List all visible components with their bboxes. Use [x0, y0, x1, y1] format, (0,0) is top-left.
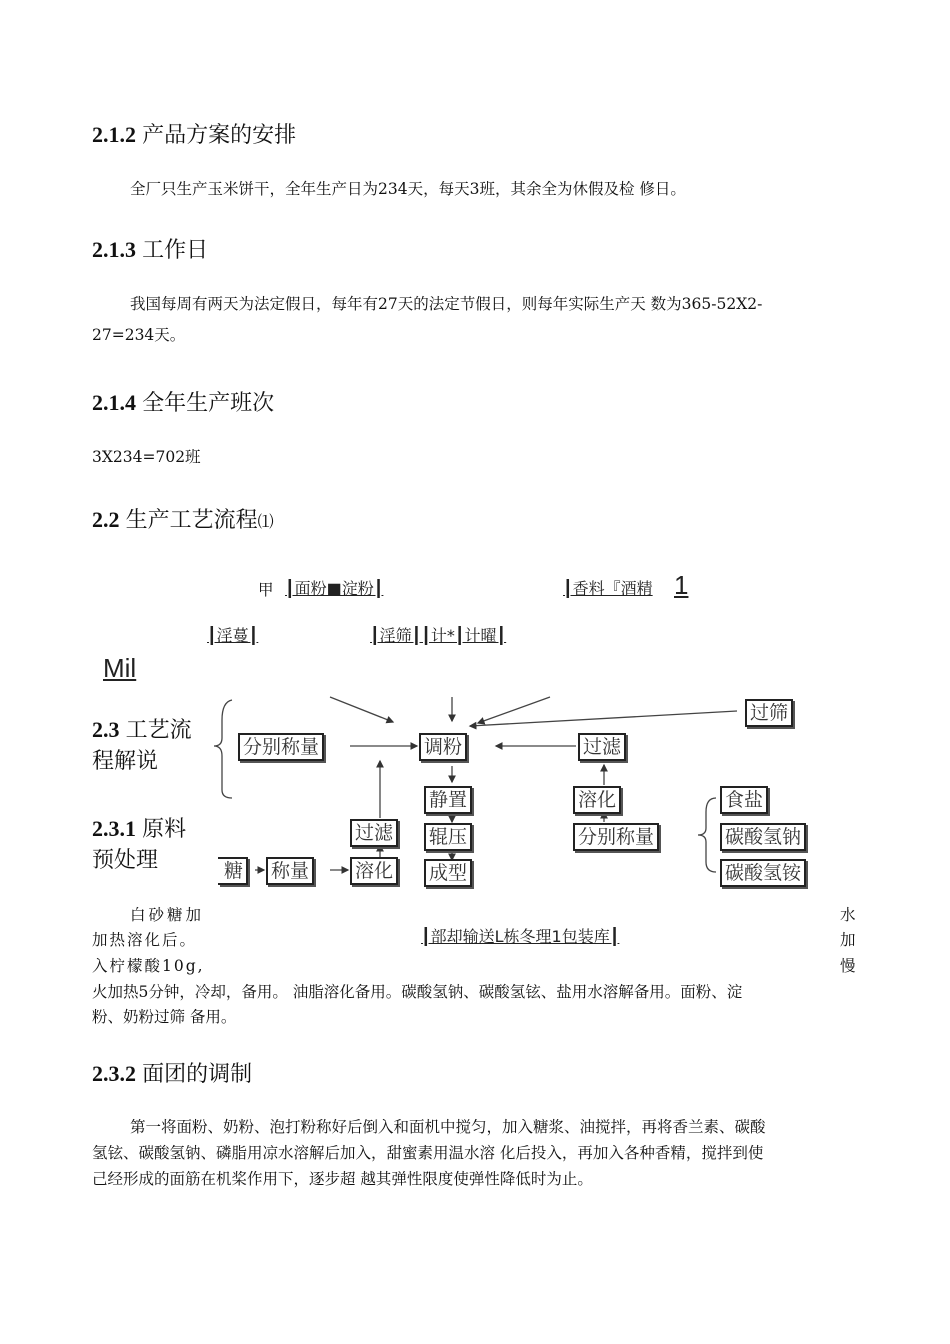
- paragraph-line: 27=234天。: [92, 326, 186, 344]
- section-number: 2.1.4: [92, 390, 136, 415]
- flow-step-sieve: 过筛: [745, 699, 793, 727]
- section-title: 面团的调制: [142, 1061, 253, 1086]
- heading-2-3: [92, 714, 192, 776]
- ocr-text: ┃淫蔓┃: [207, 626, 259, 645]
- flow-step-weigh: 称量: [266, 857, 314, 885]
- ocr-text: 1: [674, 570, 689, 600]
- paragraph: 全厂只生产玉米饼干，全年生产日为234天，每天3班，其余全为休假及检 修日。: [130, 180, 686, 198]
- section-title: 工艺流: [125, 717, 192, 742]
- ocr-text: Mil: [103, 653, 137, 683]
- flow-step-roll: 辊压: [424, 823, 472, 851]
- section-number: 2.1.2: [92, 122, 136, 147]
- heading-2-3-2: [92, 1057, 252, 1088]
- paragraph-line: 火加热5分钟，冷却，备用。 油脂溶化备用。碳酸氢钠、碳酸氢铉、盐用水溶解备用。面粉、淀: [92, 983, 743, 1001]
- paragraph-line: 氢铉、碳酸氢钠、磷脂用凉水溶解后加入，甜蜜素用温水溶 化后投入，再加入各种香精，搅拌到使: [92, 1144, 764, 1162]
- ocr-text: ┃香料『酒精: [563, 579, 653, 598]
- heading-2-3-1: [92, 813, 186, 875]
- flow-step-shape: 成型: [424, 859, 472, 887]
- section-number: 2.3: [92, 717, 120, 742]
- paragraph-line: 白砂糖加: [130, 906, 205, 924]
- flow-ingredient-ammonium-bicarbonate: 碳酸氢铵: [720, 859, 806, 887]
- paragraph-line: 第一将面粉、奶粉、泡打粉称好后倒入和面机中搅匀，加入糖浆、油搅拌，再将香兰素、碳酸: [130, 1118, 766, 1136]
- flow-step-dissolve: 溶化: [350, 857, 398, 885]
- ocr-text: ┃面粉■淀粉┃: [285, 579, 384, 598]
- paragraph-line: 水: [840, 906, 856, 924]
- paragraph-line: 慢: [840, 957, 856, 975]
- ocr-text: ┃部却输送L栋冬理1包装库┃: [421, 927, 620, 946]
- flow-step-rest: 静置: [424, 786, 472, 814]
- section-number: 2.3.2: [92, 1061, 136, 1086]
- footnote-mark: ⑴: [257, 514, 274, 531]
- paragraph-line: 粉、奶粉过筛 备用。: [92, 1008, 237, 1026]
- paragraph-line: 加: [840, 931, 856, 949]
- section-title: 程解说: [92, 748, 159, 773]
- paragraph-line: 己经形成的面筋在机桨作用下，逐步超 越其弹性限度使弹性降低时为止。: [92, 1170, 593, 1188]
- flow-step-weigh-separately: 分别称量: [573, 823, 659, 851]
- flow-step-filter: 过滤: [350, 819, 398, 847]
- section-number: 2.3.1: [92, 816, 136, 841]
- flow-ingredient-sodium-bicarbonate: 碳酸氢钠: [720, 823, 806, 851]
- flow-ingredient-salt: 食盐: [720, 786, 768, 814]
- paragraph-line: 加热溶化后。: [92, 931, 198, 949]
- section-title: 工作日: [142, 237, 209, 262]
- flow-step-weigh-separately: 分别称量: [238, 733, 324, 761]
- section-title: 全年生产班次: [142, 390, 275, 415]
- paragraph: 3X234=702班: [92, 448, 201, 466]
- section-title: 预处理: [92, 847, 159, 872]
- section-title: 产品方案的安排: [142, 122, 297, 147]
- paragraph-line: 我国每周有两天为法定假日，每年有27天的法定节假日，则每年实际生产天 数为365-52X2-: [130, 295, 763, 313]
- section-number: 2.2: [92, 507, 120, 532]
- paragraph-line: 入柠檬酸10g,: [92, 957, 205, 975]
- section-title: 原料: [142, 816, 187, 841]
- flow-ingredient-sugar: 糖: [218, 857, 248, 885]
- ocr-text: ┃淫筛┃┃计*┃计曜┃: [370, 626, 507, 645]
- flow-step-filter: 过滤: [578, 733, 626, 761]
- flow-step-mix: 调粉: [419, 733, 467, 761]
- ocr-text: 甲: [258, 581, 274, 599]
- section-number: 2.1.3: [92, 237, 136, 262]
- section-title: 生产工艺流程: [125, 507, 258, 532]
- flow-step-dissolve: 溶化: [573, 786, 621, 814]
